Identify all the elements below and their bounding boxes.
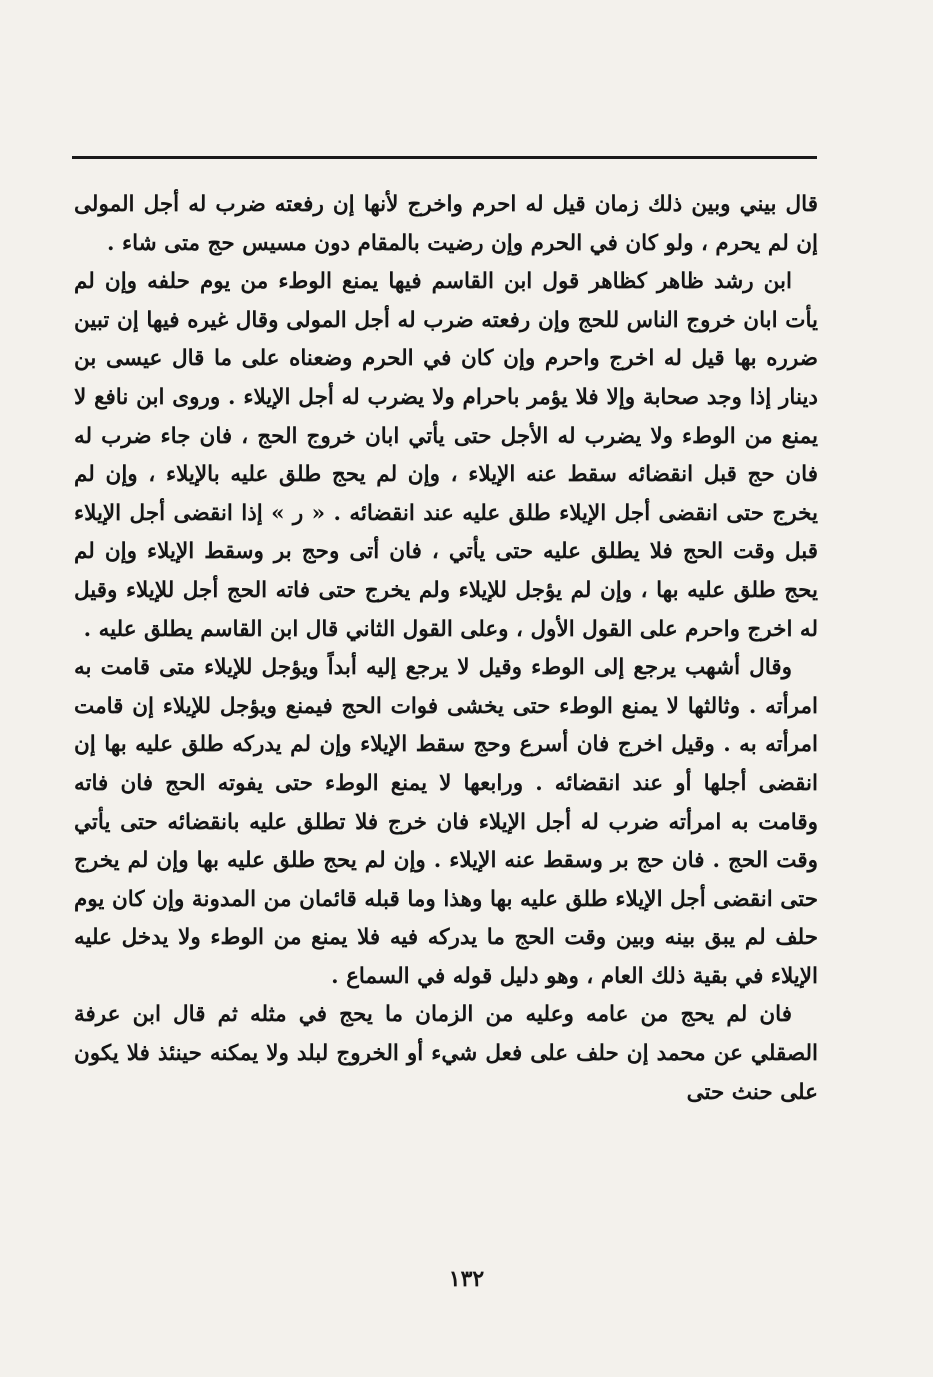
body-text xyxy=(74,186,818,1112)
paragraph: ابن رشد ظاهر كظاهر قول ابن القاسم فيها يمنع الوطء من يوم حلفه وإن لم يأت ابان خروج الناس للحج وإن رفعته ضرب له أجل المولى وقال غيره فيها إن تبين ضرره بها قيل له اخرج واحرم وإن كان في الحرم وضعناه على ما قال عيسى بن دينار إذا وجد صحابة وإلا فلا يؤمر باحرام ولا يضرب له أجل الإيلاء . وروى ابن نافع لا يمنع من الوطء ولا يضرب له الأجل حتى يأتي ابان خروج الحج ، فان جاء ضرب له فان حج قبل انقضائه سقط عنه الإيلاء ، وإن لم يحج طلق عليه بالإيلاء ، وإن لم يخرج حتى انقضى أجل الإيلاء طلق عليه عند انقضائه . « ر » إذا انقضى أجل الإيلاء قبل وقت الحج فلا يطلق عليه حتى يأتي ، فان أتى وحج بر وسقط الإيلاء وإن لم يحج طلق عليه بها ، وإن لم يؤجل للإيلاء ولم يخرج حتى فاته الحج أجل للإيلاء وقيل له اخرج واحرم على القول الأول ، وعلى القول الثاني قال ابن القاسم يطلق عليه . xyxy=(74,269,818,642)
page-number: ١٣٢ xyxy=(448,1266,485,1292)
paragraph: فان لم يحج من عامه وعليه من الزمان ما يحج في مثله ثم قال ابن عرفة الصقلي عن محمد إن حلف على فعل شيء أو الخروج لبلد ولا يمكنه حينئذ فلا يكون على حنث حتى xyxy=(74,1002,818,1105)
paragraph: وقال أشهب يرجع إلى الوطء وقيل لا يرجع إليه أبداً ويؤجل للإيلاء متى قامت به امرأته . وثالثها لا يمنع الوطء حتى يخشى فوات الحج فيمنع ويؤجل للإيلاء إن قامت امرأته به . وقيل اخرج فان أسرع وحج سقط الإيلاء وإن لم يدركه طلق عليه بها إن انقضى أجلها أو عند انقضائه . ورابعها لا يمنع الوطء حتى يفوته الحج فان فاته وقامت به امرأته ضرب له أجل الإيلاء فان خرج فلا تطلق عليه بانقضائه حتى يأتي وقت الحج . فان حج بر وسقط عنه الإيلاء . وإن لم يحج طلق عليه بها وإن لم يخرج حتى انقضى أجل الإيلاء طلق عليه بها وهذا وما قبله قائمان من المدونة وإن كان يوم حلف لم يبق بينه وبين وقت الحج ما يدركه فيه فلا يمنع من الوطء ولا يدخل عليه الإيلاء في بقية ذلك العام ، وهو دليل قوله في السماع . xyxy=(74,655,818,989)
header-rule xyxy=(72,156,817,159)
paragraph: قال بيني وبين ذلك زمان قيل له احرم واخرج لأنها إن رفعته ضرب له أجل المولى إن لم يحرم ، ولو كان في الحرم وإن رضيت بالمقام دون مسيس حج متى شاء . xyxy=(74,192,818,256)
